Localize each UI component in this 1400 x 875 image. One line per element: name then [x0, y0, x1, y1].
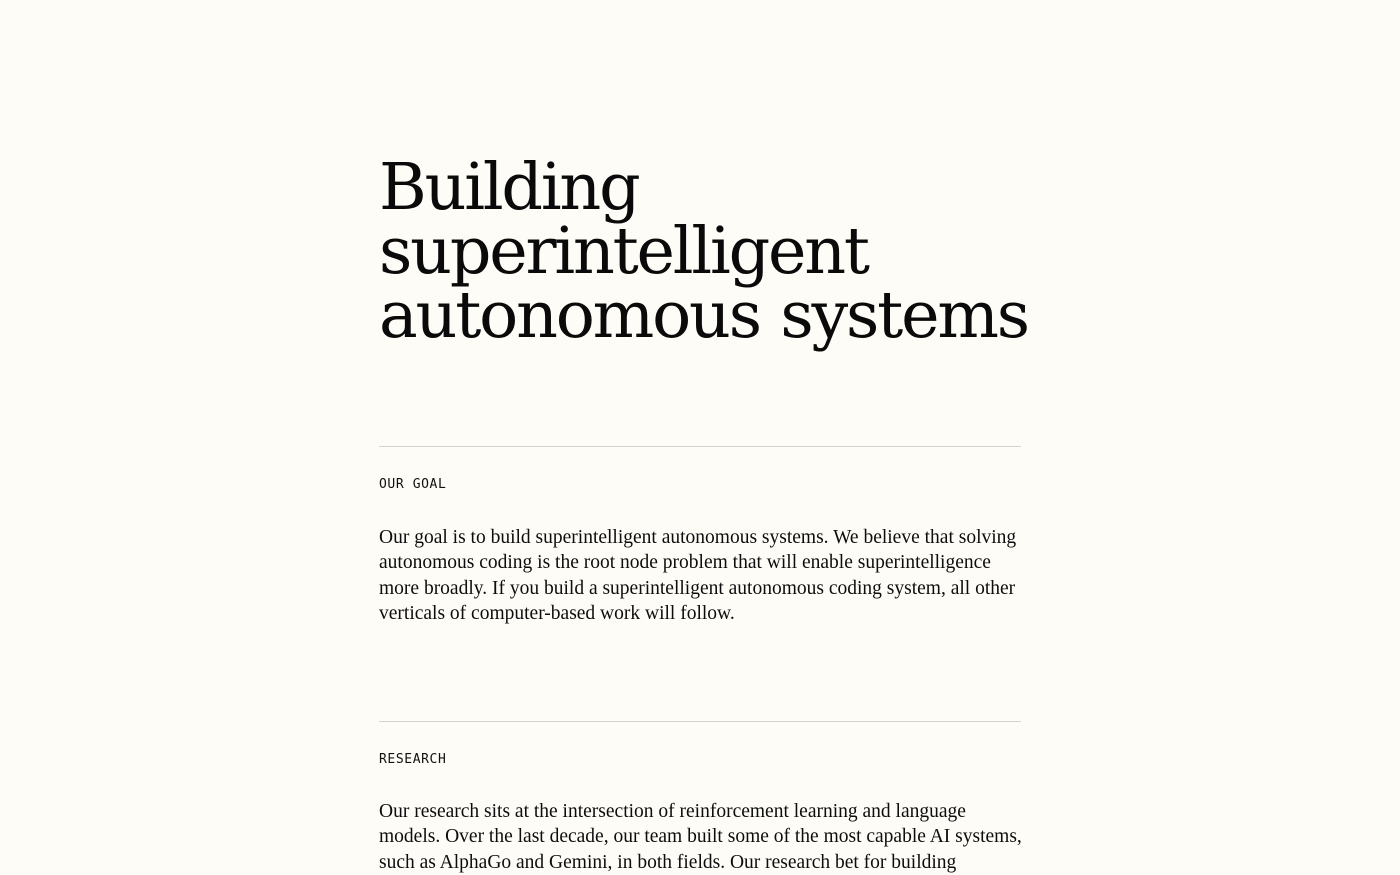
section-research: [379, 721, 1021, 875]
hero-title-line: superintelligent: [379, 214, 868, 289]
section-label: RESEARCH: [379, 752, 447, 767]
section-divider: [379, 721, 1021, 722]
hero: [379, 150, 1028, 353]
section-label: OUR GOAL: [379, 477, 447, 492]
hero-title-line: Building: [379, 150, 639, 225]
section-our-goal: [379, 446, 1021, 646]
section-body: Our research sits at the intersection of reinforcement learning and language models. Over the last decade, our team built some of the most capable AI systems, such as AlphaGo and Gemini, in both fields. Our research bet for building: [379, 801, 1022, 873]
section-divider: [379, 446, 1021, 447]
hero-title: [379, 150, 1028, 353]
section-body: Our goal is to build superintelligent autonomous systems. We believe that solving autonomous coding is the root node problem that will enable superintelligence more broadly. If you build a superintelligent autonomous coding system, all other verticals of computer-based work will follow.: [379, 527, 1017, 625]
hero-title-line: autonomous systems: [379, 278, 1028, 353]
